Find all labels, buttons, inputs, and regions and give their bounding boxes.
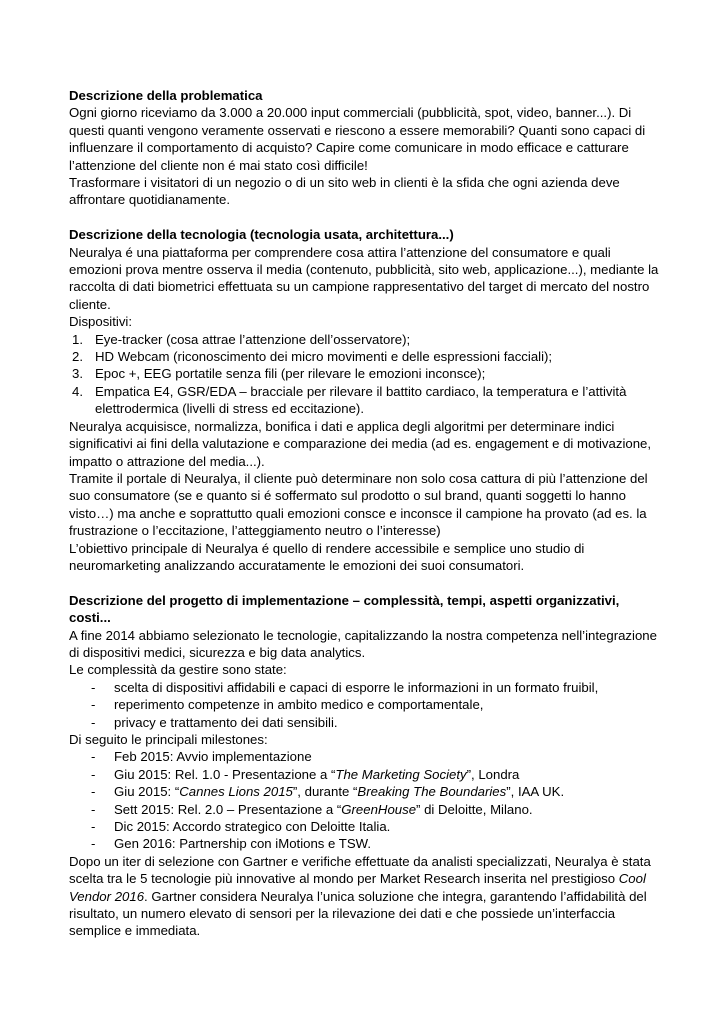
complexities-label: Le complessità da gestire sono state: (69, 662, 287, 678)
paragraph: L’obiettivo principale di Neuralya é quello di rendere accessibile e semplice uno studio di neuromarketing analizzando accuratamente le emozioni dei suoi consumatori. (69, 540, 585, 573)
list-item: - Dic 2015: Accordo strategico con Deloitte Italia. (91, 819, 391, 835)
paragraph: Dopo un iter di selezione con Gartner e verifiche effettuate da analisti specializzati, Neuralya è stata scelta tra le 5 tecnologie più innovative al mondo per Market Research inserita nel prestigioso Cool Vendor 2016. Gartner considera Neuralya l’unica soluzione che integra, garantendo l’affidabilità del risultato, un numero elevato di sensori per la rilevazione dei dati e che possiede un’interfaccia semplice e immediata. (69, 853, 651, 939)
paragraph: Neuralya acquisisce, normalizza, bonifica i dati e applica degli algoritmi per determinare indici significativi ai fini della valutazione e comparazione dei media (ad es. engagement e di motivazione, impatto o attrazione del media...). (69, 418, 652, 469)
list-item: 2. HD Webcam (riconoscimento dei micro movimenti e delle espressioni facciali); (72, 349, 553, 365)
list-item: - reperimento competenze in ambito medico e comportamentale, (91, 697, 484, 713)
list-item: 4. Empatica E4, GSR/EDA – bracciale per rilevare il battito cardiaco, la temperatura e l’attività elettrodermica (livelli di stress ed eccitazione). (72, 383, 627, 417)
list-item: - Giu 2015: “Cannes Lions 2015”, durante “Breaking The Boundaries”, IAA UK. (91, 784, 565, 800)
list-item: 1. Eye-tracker (cosa attrae l’attenzione dell’osservatore); (72, 331, 411, 347)
list-item: 3. Epoc +, EEG portatile senza fili (per rilevare le emozioni inconsce); (72, 366, 486, 382)
paragraph: A fine 2014 abbiamo selezionato le tecnologie, capitalizzando la nostra competenza nell’integrazione di dispositivi medici, sicurezza e big data analytics. (69, 627, 657, 660)
devices-label: Dispositivi: (69, 314, 133, 330)
section-heading-technology: Descrizione della tecnologia (tecnologia usata, architettura...) (69, 227, 454, 243)
paragraph: Neuralya é una piattaforma per comprendere cosa attira l’attenzione del consumatore e quali emozioni prova mentre osserva il media (contenuto, pubblicità, sito web, applicazione...), mediante la raccolta di dati biometrici effettuata su un campione rappresentativo del target di mercato del nostro cliente. (69, 244, 659, 312)
paragraph: Ogni giorno riceviamo da 3.000 a 20.000 input commerciali (pubblicità, spot, video, banner...). Di questi quanti vengono veramente osservati e riescono a essere memorabili? Quanti sono capaci di influenzare il comportamento di acquisto? Capire come comunicare in modo efficace e catturare l’attenzione del cliente non é mai stato così difficile! (69, 105, 646, 173)
list-item: - Giu 2015: Rel. 1.0 - Presentazione a “The Marketing Society”, Londra (91, 766, 520, 782)
section-heading-problem: Descrizione della problematica (69, 88, 263, 103)
list-item: - Sett 2015: Rel. 2.0 – Presentazione a “GreenHouse” di Deloitte, Milano. (91, 801, 533, 817)
devices-list (69, 331, 659, 418)
milestones-list (69, 748, 659, 852)
document-page (69, 87, 659, 940)
milestones-label: Di seguito le principali milestones: (69, 732, 268, 747)
complexities-list (69, 679, 659, 731)
section-heading-implementation: Descrizione del progetto di implementazione – complessità, tempi, aspetti organizzativi, costi... (69, 592, 620, 626)
paragraph: Trasformare i visitatori di un negozio o di un sito web in clienti è la sfida che ogni azienda deve affrontare quotidianamente. (69, 175, 620, 208)
list-item: - privacy e trattamento dei dati sensibili. (91, 714, 338, 730)
list-item: - Gen 2016: Partnership con iMotions e TSW. (91, 836, 372, 852)
list-item: - scelta di dispositivi affidabili e capaci di esporre le informazioni in un formato fruibil, (91, 679, 599, 695)
list-item: - Feb 2015: Avvio implementazione (91, 749, 312, 765)
paragraph: Tramite il portale di Neuralya, il cliente può determinare non solo cosa cattura di più l’attenzione del suo consumatore (se e quanto si é soffermato sul prodotto o sul brand, quanti soggetti lo hanno visto…) ma anche e soprattutto quali emozioni consce e inconsce il campione ha provato (ad es. la frustrazione o l’eccitazione, l’atteggiamento neutro o l’interesse) (69, 470, 648, 539)
